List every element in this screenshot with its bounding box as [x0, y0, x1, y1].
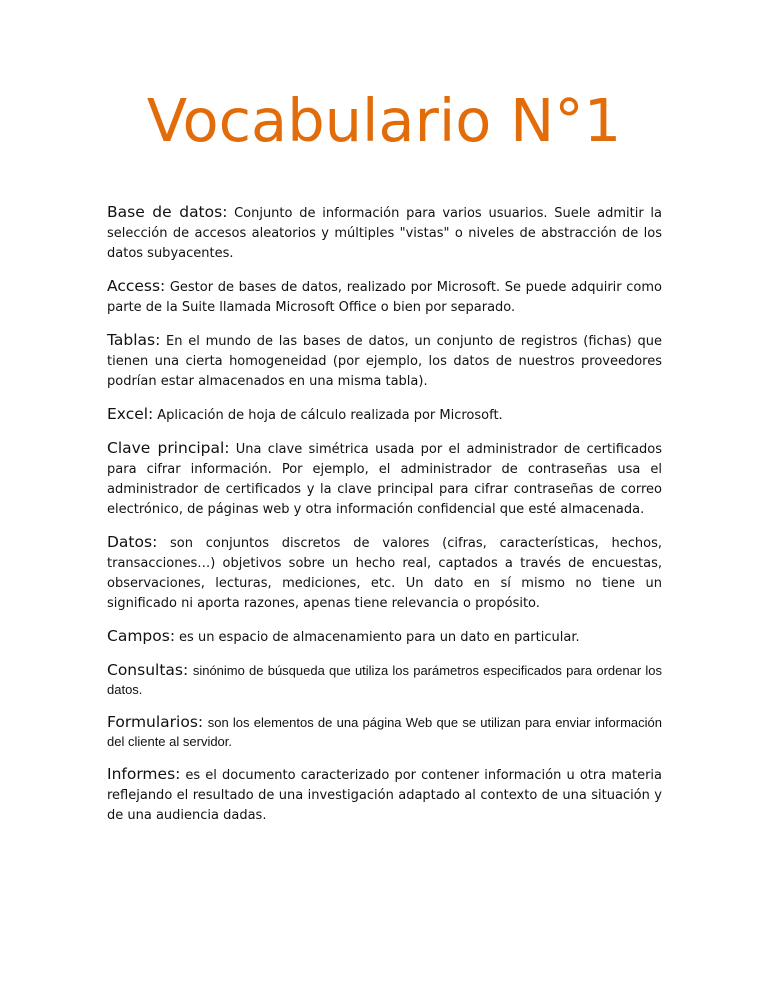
vocabulary-entry-clave-principal — [107, 439, 662, 519]
entry-definition: sinónimo de búsqueda que utiliza los parámetros especificados para ordenar los datos. — [107, 663, 663, 697]
entry-term: Datos: — [107, 533, 158, 551]
entry-term: Access: — [107, 277, 166, 295]
vocabulary-entry-campos — [107, 627, 662, 647]
entry-term: Base de datos: — [107, 203, 228, 221]
vocabulary-entry-access — [107, 277, 662, 317]
entry-term: Tablas: — [107, 331, 161, 349]
entry-term: Excel: — [107, 405, 154, 423]
vocabulary-entry-base-de-datos — [107, 203, 662, 263]
entry-term: Campos: — [107, 627, 176, 645]
entry-term: Consultas: — [107, 661, 189, 679]
vocabulary-list — [107, 203, 662, 839]
entry-definition: Aplicación de hoja de cálculo realizada por Microsoft. — [157, 408, 503, 423]
entry-definition: Una clave simétrica usada por el administrador de certificados para cifrar información. Por ejemplo, el administrador de contraseñas usa el administrador de certificados y la clave principal para cifrar contraseñas de correo electrónico, de páginas web y otra información confidencial que esté almacenada. — [107, 442, 662, 517]
vocabulary-entry-datos — [107, 533, 662, 613]
entry-definition: En el mundo de las bases de datos, un conjunto de registros (fichas) que tienen una cierta homogeneidad (por ejemplo, los datos de nuestros proveedores podrían estar almacenados en una misma tabla). — [107, 334, 663, 389]
entry-definition: son los elementos de una página Web que se utilizan para enviar información del cliente al servidor. — [107, 715, 663, 749]
document-title: Vocabulario N°1 — [146, 86, 622, 155]
vocabulary-entry-formularios — [107, 713, 662, 751]
entry-term: Formularios: — [107, 713, 204, 731]
vocabulary-entry-tablas — [107, 331, 662, 391]
vocabulary-entry-excel — [107, 405, 662, 425]
entry-term: Informes: — [107, 765, 181, 783]
entry-definition: son conjuntos discretos de valores (cifras, características, hechos, transacciones…) objetivos sobre un hecho real, captados a través de encuestas, observaciones, lecturas, mediciones, etc. Un dato en sí mismo no tiene un significado ni aporta razones, apenas tiene relevancia o propósito. — [107, 536, 662, 611]
vocabulary-entry-informes — [107, 765, 662, 825]
entry-term: Clave principal: — [107, 439, 230, 457]
entry-definition: Conjunto de información para varios usuarios. Suele admitir la selección de accesos aleatorios y múltiples "vistas" o niveles de abstracción de los datos subyacentes. — [107, 206, 663, 261]
entry-definition: Gestor de bases de datos, realizado por Microsoft. Se puede adquirir como parte de la Suite llamada Microsoft Office o bien por separado. — [107, 280, 662, 315]
entry-definition: es el documento caracterizado por contener información u otra materia reflejando el resultado de una investigación adaptado al contexto de una situación y de una audiencia dadas. — [107, 768, 662, 823]
vocabulary-entry-consultas — [107, 661, 662, 699]
entry-definition: es un espacio de almacenamiento para un dato en particular. — [179, 630, 580, 645]
